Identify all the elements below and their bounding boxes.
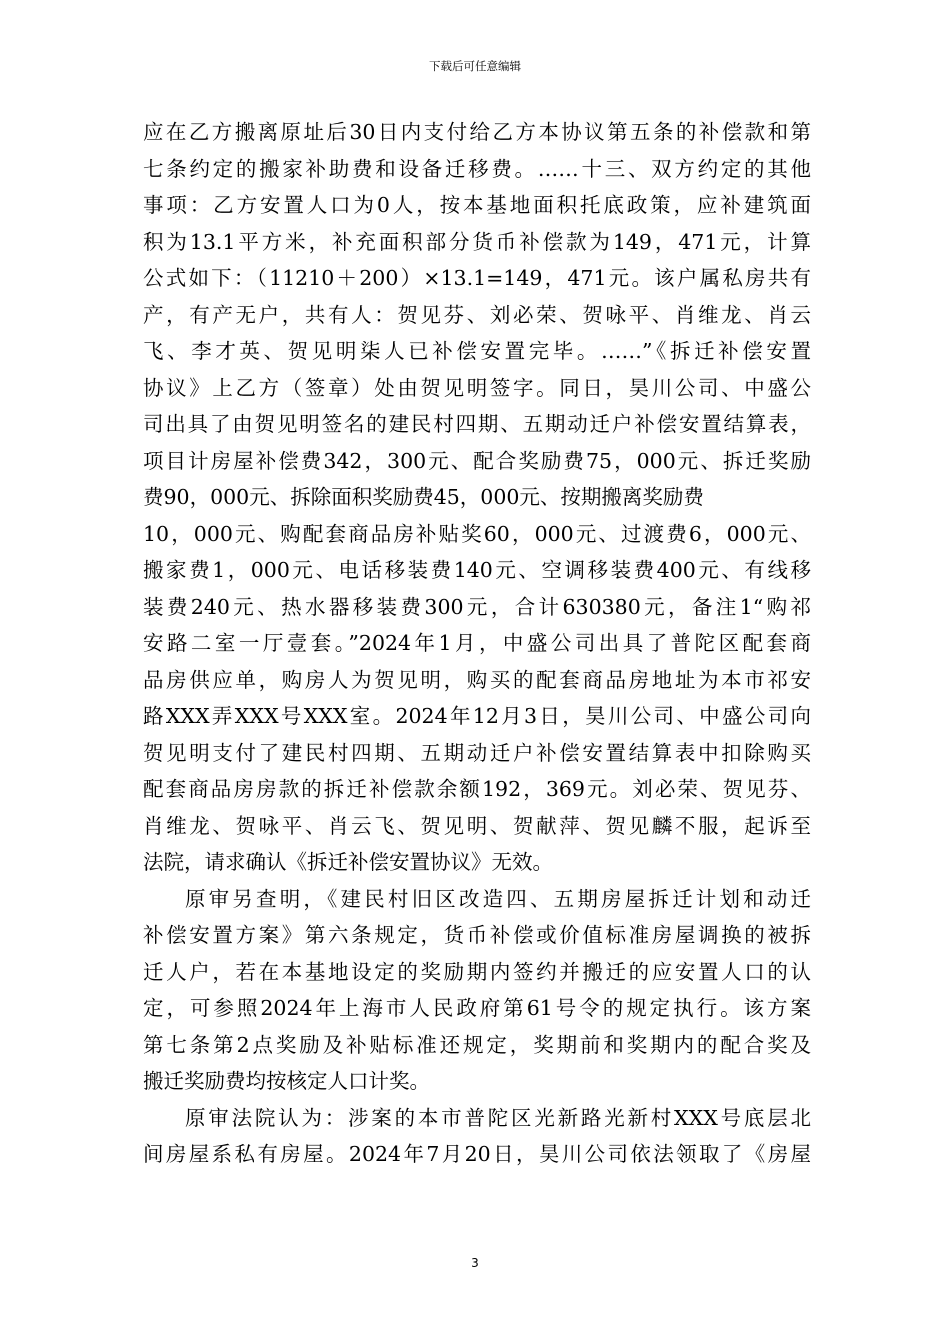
text-line: 法院，请求确认《拆迁补偿安置协议》无效。 (143, 850, 553, 874)
text-line: 七条约定的搬家补助费和设备迁移费。……十三、双方约定的其他 (143, 156, 811, 181)
text-line: 搬家费1，000元、电话移装费140元、空调移装费400元、有线移 (143, 558, 811, 582)
text-line: 贺见明支付了建民村四期、五期动迁户补偿安置结算表中扣除购买 (143, 740, 811, 765)
text-line: 10，000元、购配套商品房补贴奖60，000元、过渡费6，000元、 (143, 521, 811, 546)
text-line: 间房屋系私有房屋。2024年7月20日，昊川公司依法领取了《房屋 (143, 1142, 811, 1166)
text-line: 定，可参照2024年上海市人民政府第61号令的规定执行。该方案 (143, 996, 811, 1020)
text-line: 积为13.1平方米，补充面积部分货币补偿款为149，471元，计算 (143, 229, 811, 254)
text-line: 品房供应单，购房人为贺见明，购买的配套商品房地址为本市祁安 (143, 667, 811, 692)
text-line: 公式如下：（11210＋200）×13.1=149，471元。该户属私房共有 (143, 266, 811, 290)
paragraph-first-line: 原审法院认为：涉案的本市普陀区光新路光新村XXX号底层北 (185, 1105, 811, 1130)
text-line: 迁人户，若在本基地设定的奖励期内签约并搬迁的应安置人口的认 (143, 959, 811, 984)
text-line: 司出具了由贺见明签名的建民村四期、五期动迁户补偿安置结算表， (143, 412, 811, 436)
text-line: 事项：乙方安置人口为0人，按本基地面积托底政策，应补建筑面 (143, 193, 811, 217)
text-line: 飞、李才英、贺见明柒人已补偿安置完毕。……”《拆迁补偿安置 (143, 339, 811, 363)
text-line: 协议》上乙方（签章）处由贺见明签字。同日，昊川公司、中盛公 (143, 375, 811, 400)
text-line: 补偿安置方案》第六条规定，货币补偿或价值标准房屋调换的被拆 (143, 923, 811, 947)
text-line: 装费240元、热水器移装费300元，合计630380元，备注1“购祁 (143, 594, 811, 619)
paragraph-first-line: 原审另查明，《建民村旧区改造四、五期房屋拆迁计划和动迁 (185, 886, 811, 911)
text-line: 应在乙方搬离原址后30日内支付给乙方本协议第五条的补偿款和第 (143, 120, 811, 144)
text-line: 安路二室一厅壹套。”2024年1月，中盛公司出具了普陀区配套商 (143, 631, 811, 655)
document-body (143, 114, 811, 1173)
text-line: 产，有产无户，共有人：贺见芬、刘必荣、贺咏平、肖维龙、肖云 (143, 302, 811, 327)
text-line: 项目计房屋补偿费342，300元、配合奖励费75，000元、拆迁奖励 (143, 448, 811, 473)
text-line: 搬迁奖励费均按核定人口计奖。 (143, 1069, 430, 1093)
text-line: 费90，000元、拆除面积奖励费45，000元、按期搬离奖励费 (143, 485, 704, 509)
text-line: 肖维龙、贺咏平、肖云飞、贺见明、贺献萍、贺见麟不服，起诉至 (143, 813, 811, 838)
text-line: 配套商品房房款的拆迁补偿款余额192，369元。刘必荣、贺见芬、 (143, 777, 811, 801)
text-line: 第七条第2点奖励及补贴标准还规定，奖期前和奖期内的配合奖及 (143, 1032, 811, 1057)
text-line: 路XXX弄XXX号XXX室。2024年12月3日，昊川公司、中盛公司向 (143, 704, 811, 728)
page-header: 下载后可任意编辑 (429, 59, 521, 73)
page-number: 3 (471, 1256, 479, 1270)
